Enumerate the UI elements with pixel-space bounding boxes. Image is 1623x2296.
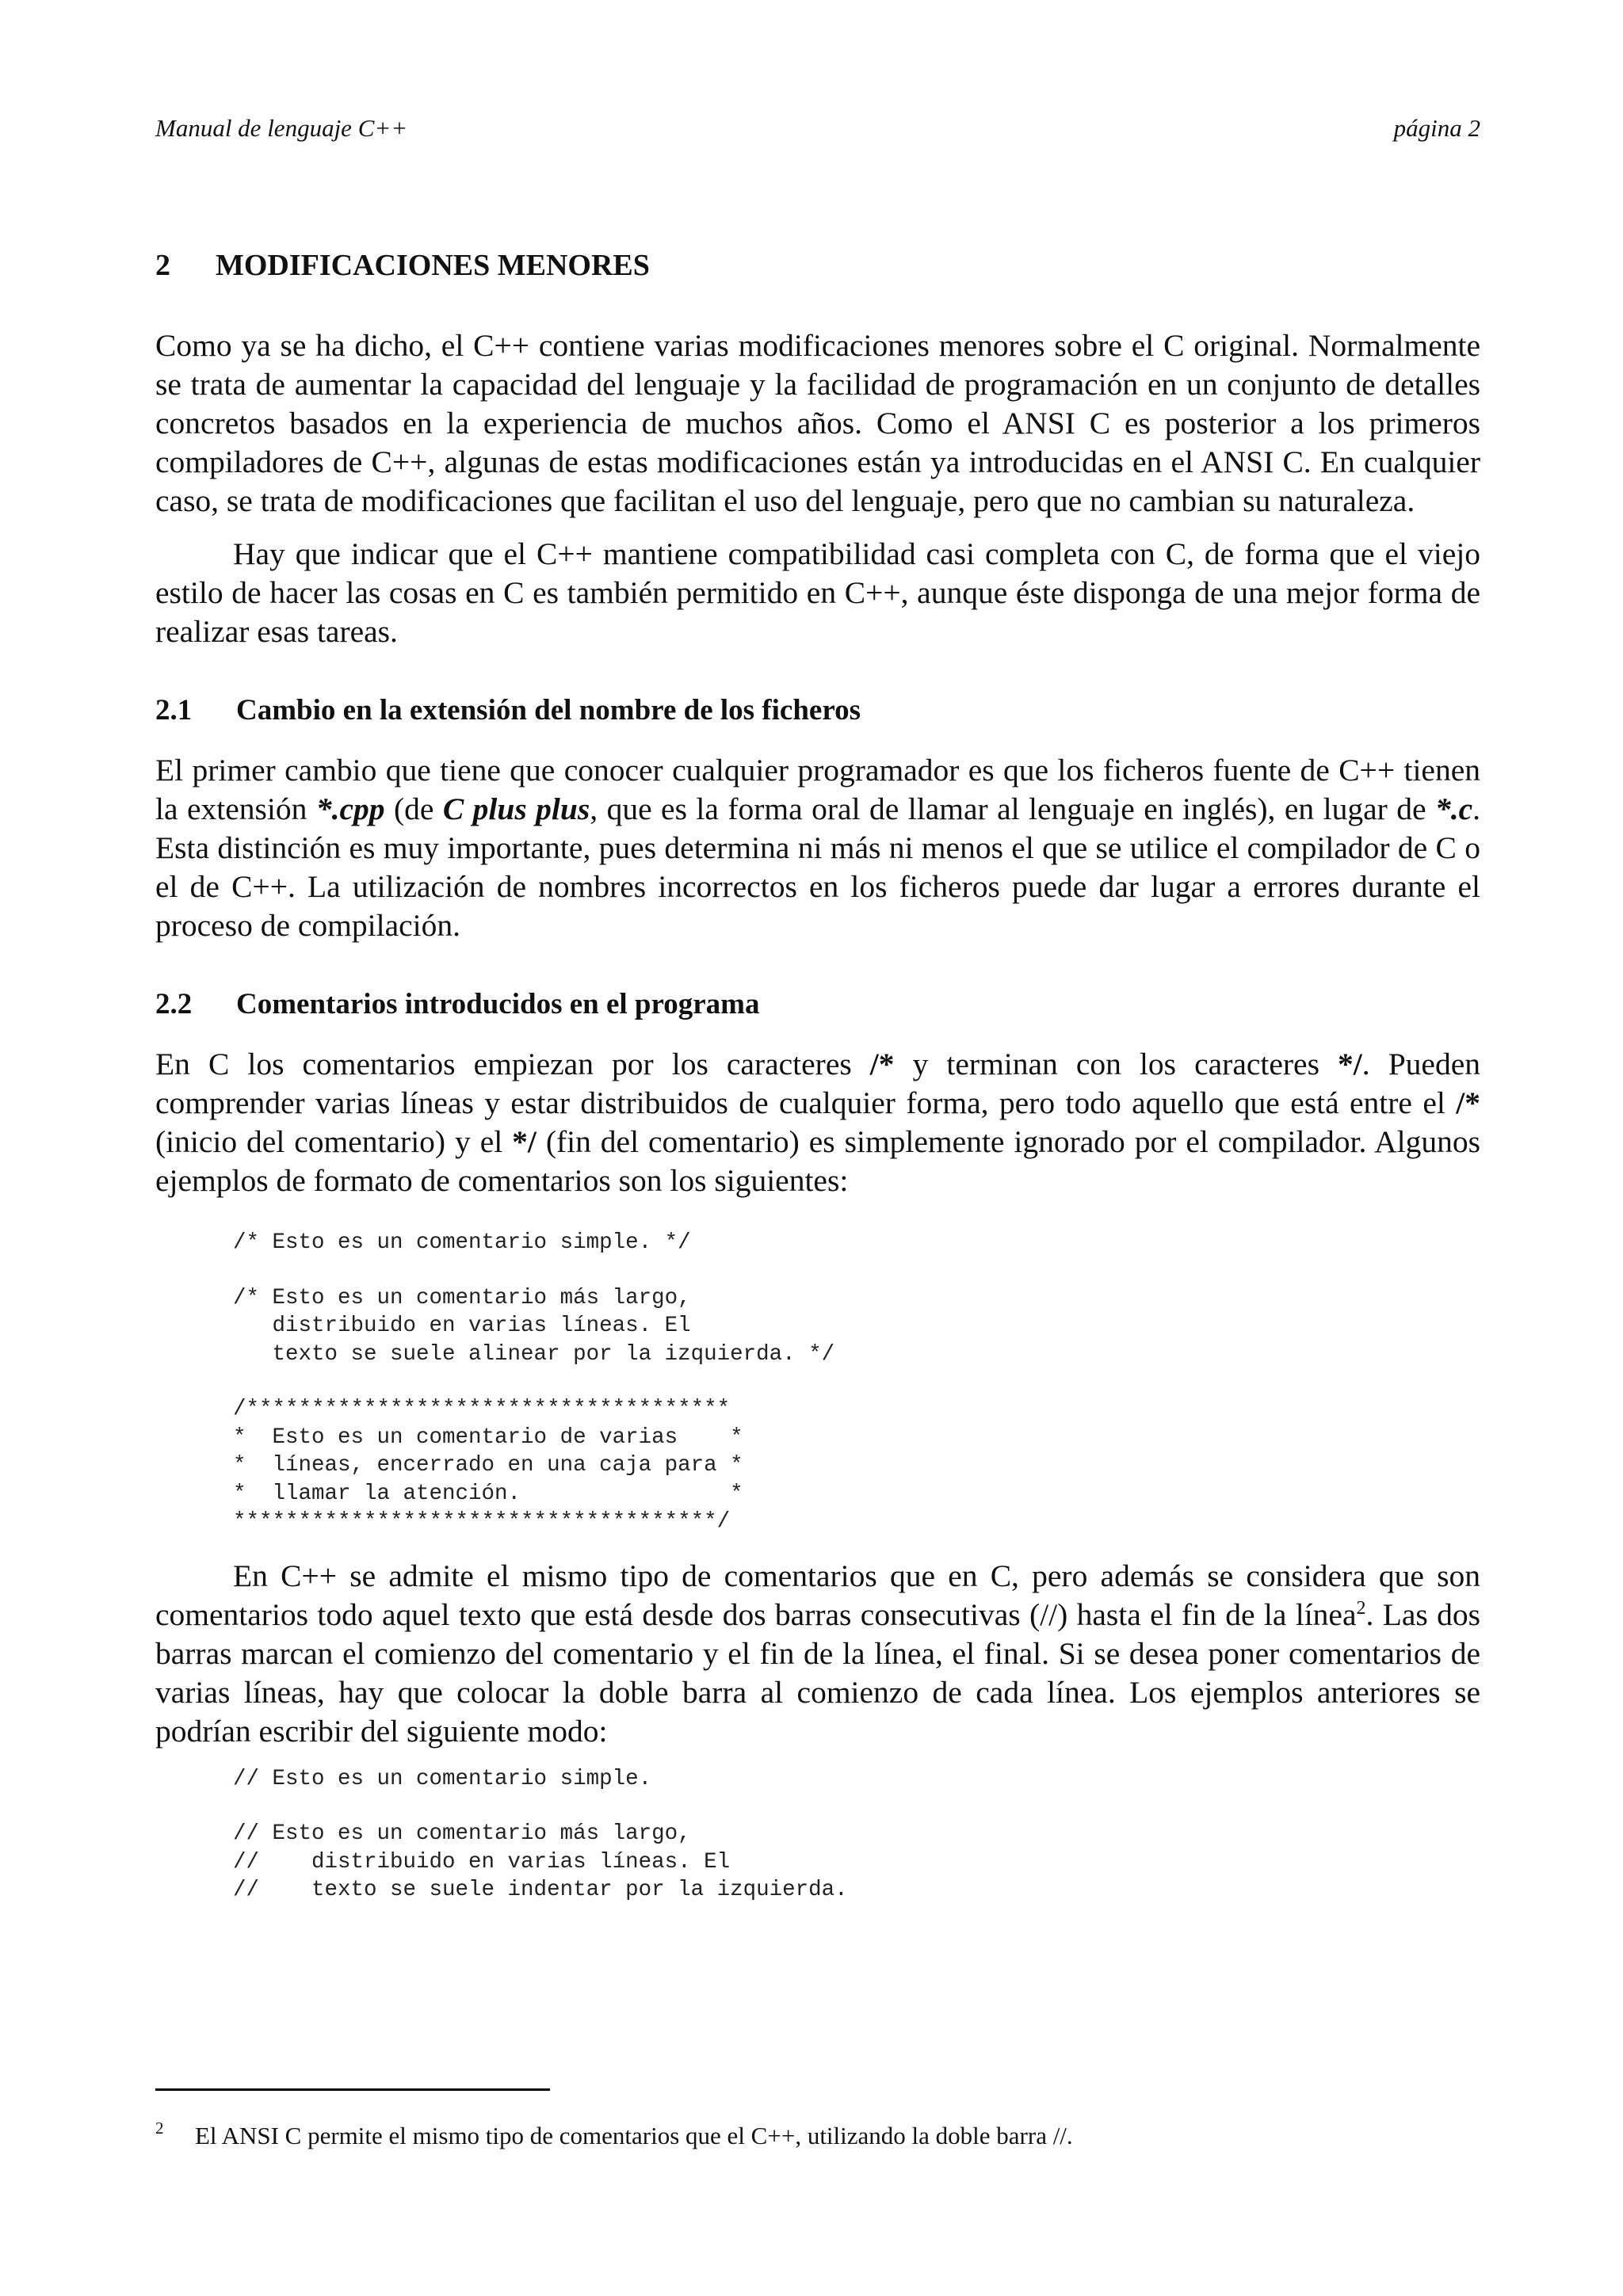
comments-paragraph (155, 1045, 1480, 1200)
text-run: . Esta distinción es muy importante, pues determina ni más ni menos el que se utilice el compilador de C o el de C++. La utilización de nombres incorrectos en los ficheros puede dar lugar a errores durante el proceso de compilación. (155, 791, 1481, 943)
cpp-extension: *.cpp (315, 791, 385, 826)
comment-open-token: /* (869, 1047, 895, 1081)
section-heading (155, 247, 1480, 284)
intro-paragraph-1: Como ya se ha dicho, el C++ contiene varias modificaciones menores sobre el C original. Normalmente se trata de aumentar la capacidad del lenguaje y la facilidad de programación en un conjunto de detalles concretos basados en la experiencia de muchos años. Como el ANSI C es posterior a los primeros compiladores de C++, algunas de estas modificaciones están ya introducidas en el ANSI C. En cualquier caso, se trata de modificaciones que facilitan el uso del lenguaje, pero que no cambian su naturaleza. (155, 328, 1480, 518)
subsection-number: 2.2 (155, 988, 193, 1020)
text-run: y terminan con los caracteres (894, 1047, 1338, 1081)
text-run: (de (384, 791, 443, 826)
intro-paragraph-2: Hay que indicar que el C++ mantiene compatibilidad casi completa con C, de forma que el viejo estilo de hacer las cosas en C es también permitido en C++, aunque éste disponga de una mejor forma de realizar esas tareas. (155, 536, 1480, 649)
footnote-text: El ANSI C permite el mismo tipo de comentarios que el C++, utilizando la doble barra //. (195, 2122, 1073, 2149)
extension-paragraph (155, 751, 1480, 945)
code-example-simple: /* Esto es un comentario simple. */ (233, 1230, 691, 1255)
text-run: En C los comentarios empiezan por los caracteres (155, 1047, 870, 1081)
comment-open-token: /* (1456, 1085, 1480, 1120)
section-title: MODIFICACIONES MENORES (216, 249, 650, 282)
footnote-mark: 2 (155, 2119, 164, 2138)
running-header (155, 113, 1480, 144)
subsection-title: Comentarios introducidos en el programa (236, 988, 760, 1020)
text-run: , que es la forma oral de llamar al lenguaje en inglés), en lugar de (590, 791, 1435, 826)
subsection-title: Cambio en la extensión del nombre de los ficheros (236, 694, 861, 727)
footnote-reference[interactable]: 2 (1356, 1597, 1366, 1619)
subsection-heading-2-1 (155, 692, 1480, 729)
page-number: página 2 (1393, 114, 1480, 142)
code-example-box: /************************************* * Esto es un comentario de varias * * líneas, encerrado en una caja para * * llamar la atención. * *************************************/ (233, 1397, 743, 1534)
text-run: . Las dos barras marcan el comienzo del comentario y el fin de la línea, el final. Si se desea poner comentarios de varias líneas, hay que colocar la doble barra al comienzo de cada línea. Los ejemplos anteriores se podrían escribir del siguiente modo: (155, 1596, 1480, 1749)
section-number: 2 (155, 249, 170, 282)
subsection-heading-2-2 (155, 986, 1480, 1023)
header-title: Manual de lenguaje C++ (155, 114, 408, 142)
comment-close-token: */ (512, 1124, 537, 1159)
code-example-long: /* Esto es un comentario más largo, distribuido en varias líneas. El texto se suele alinear por la izquierda. */ (233, 1285, 835, 1367)
code-example-cpp-simple: // Esto es un comentario simple. (233, 1766, 652, 1791)
text-run: En C++ se admite el mismo tipo de comentarios que en C, pero además se considera que son comentarios todo aquel texto que está desde dos barras consecutivas (//) hasta el fin de la línea (155, 1558, 1480, 1632)
text-run: El primer cambio que tiene que conocer cualquier programador es que los ficheros fuente de C++ tienen la extensión (155, 753, 1480, 826)
subsection-number: 2.1 (155, 694, 193, 727)
code-example-cpp-long: // Esto es un comentario más largo, // distribuido en varias líneas. El // texto se suele indentar por la izquierda. (233, 1821, 848, 1902)
text-run: (fin del comentario) es simplemente ignorado por el compilador. Algunos ejemplos de formato de comentarios son los siguientes: (155, 1124, 1480, 1198)
main-content (155, 247, 1480, 1905)
footnote-separator (155, 2088, 550, 2091)
cpp-comments-paragraph (155, 1557, 1480, 1751)
comment-close-token: */ (1338, 1047, 1362, 1081)
text-run: (inicio del comentario) y el (155, 1124, 513, 1159)
c-extension: *.c (1434, 791, 1473, 826)
c-plus-plus-term: C plus plus (442, 791, 590, 826)
text-run: . Pueden comprender varias líneas y estar distribuidos de cualquier forma, pero todo aquello que está entre el (155, 1047, 1480, 1120)
